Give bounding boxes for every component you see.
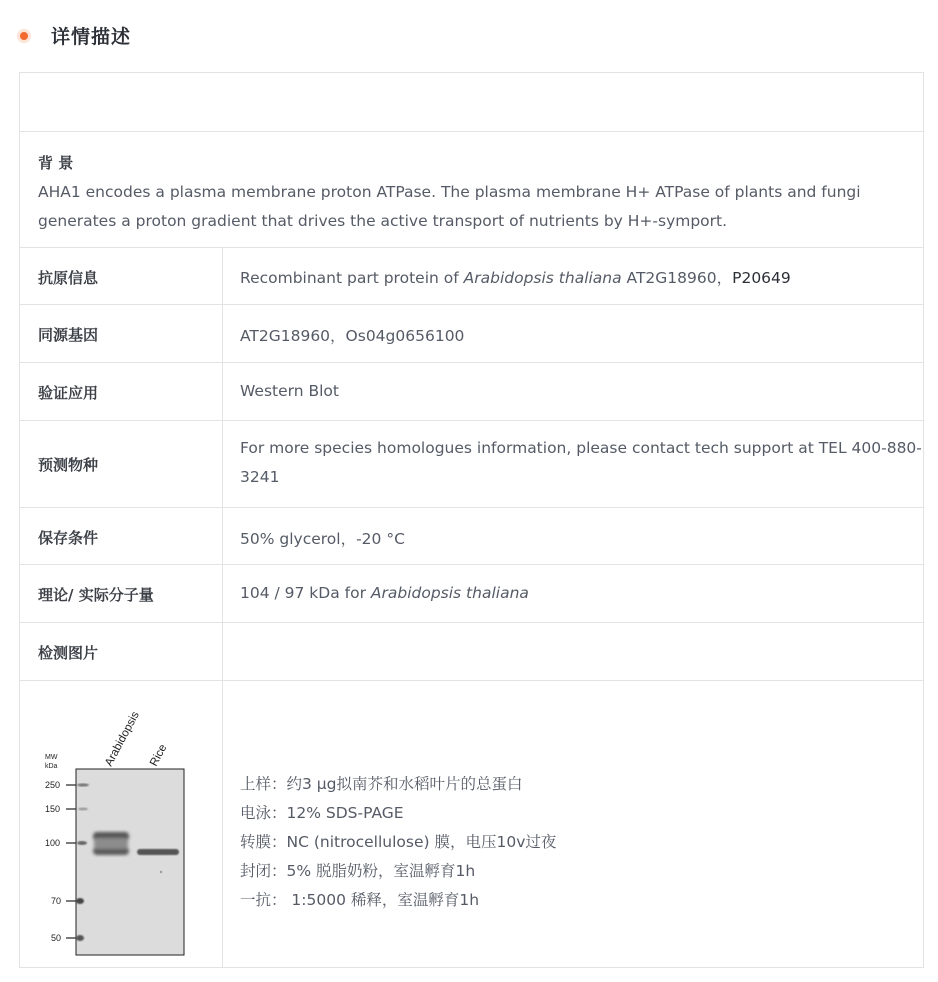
- antigen-value: [240, 266, 791, 288]
- predicted-species-row: [20, 420, 923, 507]
- protocol-step: 封闭：5% 脱脂奶粉，室温孵育1h: [240, 862, 476, 880]
- marker-label: 70: [51, 896, 62, 906]
- empty-row: [20, 73, 923, 131]
- molecular-weight-row: [20, 564, 923, 622]
- detail-table: [19, 72, 924, 968]
- molecular-weight-label: 理论/ 实际分子量: [38, 586, 154, 604]
- column-divider: [222, 565, 223, 622]
- band-rice: [137, 849, 179, 855]
- antigen-text: Recombinant part protein of: [240, 269, 464, 287]
- mw-unit: kDa: [45, 763, 58, 770]
- predicted-species-line1: For more species homologues information, please contact tech support at TEL 400-880-: [240, 439, 922, 457]
- predicted-species-line2: 3241: [240, 468, 280, 486]
- blot-speck: [160, 871, 162, 873]
- protocol-step: 转膜：NC (nitrocellulose) 膜，电压10v过夜: [240, 833, 557, 851]
- homolog-row: [20, 304, 923, 362]
- antigen-label: 抗原信息: [38, 269, 99, 287]
- application-value: Western Blot: [240, 382, 339, 400]
- storage-value: 50% glycerol，-20 °C: [240, 530, 405, 548]
- antigen-uniprot-id: P20649: [732, 269, 791, 287]
- molecular-weight-species: Arabidopsis thaliana: [370, 584, 529, 602]
- western-blot-image: [28, 691, 208, 961]
- storage-row: [20, 507, 923, 564]
- section-title: 详情描述: [51, 26, 132, 48]
- column-divider: [222, 681, 223, 968]
- image-label: 检测图片: [38, 644, 99, 662]
- column-divider: [222, 248, 223, 304]
- application-row: [20, 362, 923, 420]
- lane-label-rice: Rice: [148, 742, 170, 769]
- background-row: [20, 131, 923, 247]
- protocol-step: 一抗： 1:5000 稀释，室温孵育1h: [240, 891, 480, 909]
- antigen-row: [20, 247, 923, 304]
- predicted-species-label: 预测物种: [38, 456, 99, 474]
- marker-label: 100: [45, 838, 61, 848]
- antigen-species: Arabidopsis thaliana: [463, 269, 622, 287]
- background-label: 背 景: [38, 154, 74, 172]
- column-divider: [222, 623, 223, 680]
- marker-label: 250: [45, 780, 61, 790]
- membrane: [76, 769, 184, 955]
- homolog-label: 同源基因: [38, 326, 99, 344]
- lane-label-arabidopsis: Arabidopsis: [103, 709, 142, 769]
- antigen-gene: AT2G18960，: [621, 269, 733, 287]
- band-arabidopsis: [93, 832, 129, 855]
- column-divider: [222, 305, 223, 362]
- mw-title: MW: [45, 754, 58, 761]
- protocol-step: 上样：约3 μg拟南芥和水稻叶片的总蛋白: [240, 775, 523, 793]
- background-text: AHA1 encodes a plasma membrane proton ATPase. The plasma membrane H+ ATPase of plants and fungi generates a proton gradient that drives the active transport of nutrients by H+-symport.: [38, 183, 861, 230]
- column-divider: [222, 363, 223, 420]
- application-label: 验证应用: [38, 384, 99, 402]
- section-bullet-icon: [20, 32, 28, 40]
- molecular-weight-value: [240, 584, 529, 602]
- homolog-value: AT2G18960，Os04g0656100: [240, 327, 465, 345]
- molecular-weight-text: 104 / 97 kDa for: [240, 584, 371, 602]
- image-label-row: [20, 622, 923, 680]
- section-header: [0, 0, 938, 72]
- protocol-step: 电泳：12% SDS-PAGE: [240, 804, 404, 822]
- column-divider: [222, 508, 223, 564]
- marker-label: 150: [45, 804, 61, 814]
- column-divider: [222, 421, 223, 507]
- image-row: [20, 680, 923, 968]
- storage-label: 保存条件: [38, 529, 99, 547]
- marker-label: 50: [51, 933, 62, 943]
